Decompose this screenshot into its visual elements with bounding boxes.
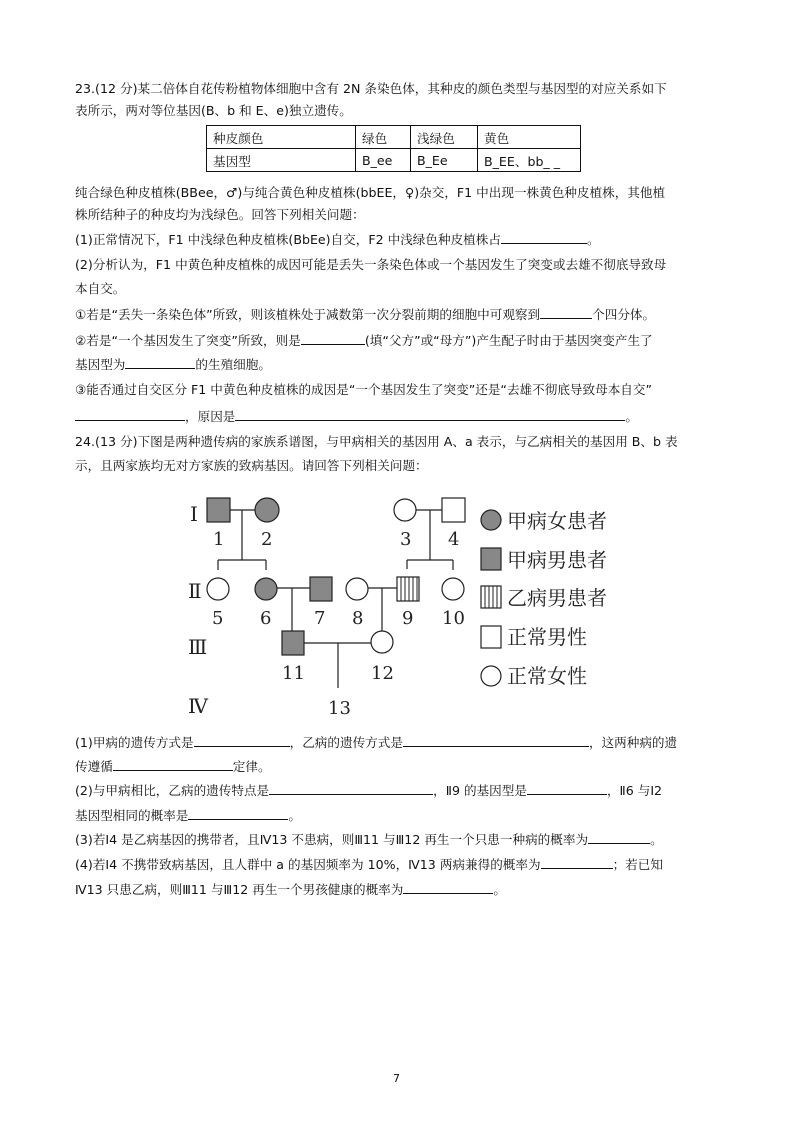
q24-sub4: [75, 855, 725, 874]
q23-sub2a-end: 个四分体。: [592, 307, 656, 322]
q23-sub1-end: 。: [586, 232, 600, 247]
q23-sub2b-end: (填“父方”或“母方”)产生配子时由于基因突变产生了: [364, 333, 653, 348]
q24-sub2: [75, 781, 725, 800]
q24-intro-line1: 24.(13 分)下图是两种遗传病的家族系谱图，与甲病相关的基因用 A、a 表示，与乙病相关的基因用 B、b 表: [75, 434, 678, 449]
answer-blank[interactable]: [75, 407, 185, 421]
answer-blank[interactable]: [501, 230, 587, 244]
legend-label: 甲病男患者: [507, 548, 607, 572]
legend-symbol-normal-male: [481, 626, 501, 648]
table-cell: 种皮颜色: [207, 126, 356, 149]
pedigree-diagram: [180, 488, 630, 720]
q23-sub2b2-text: 基因型为: [75, 357, 126, 372]
legend-symbol-affected-female: [481, 510, 501, 530]
q24-sub2-text: (2)与甲病相比，乙病的遗传特点是: [75, 783, 270, 798]
individual-number: 1: [213, 529, 225, 550]
individual-iii11-affected-male: [282, 631, 304, 655]
q23-sub2b-text: ②若是“一个基因发生了突变”所致，则是: [75, 333, 301, 348]
generation-label: Ⅳ: [188, 694, 208, 718]
individual-number: 7: [314, 608, 326, 629]
q23-sub2-line1: (2)分析认为，F1 中黄色种皮植株的成因可能是丢失一条染色体或一个基因发生了突变或去雄不彻底导致母: [75, 257, 667, 272]
generation-label: Ⅱ: [188, 579, 202, 603]
answer-blank[interactable]: [113, 757, 233, 771]
individual-ii9-disease-b-male: [397, 577, 419, 601]
answer-blank[interactable]: [403, 880, 493, 894]
q23-sub2b-line2: [75, 355, 725, 374]
genotype-table: [206, 125, 581, 172]
individual-i3-normal-female: [394, 499, 416, 521]
legend-label: 正常女性: [507, 664, 587, 688]
q24-sub4-2-end: 。: [493, 882, 506, 897]
table-cell: 黄色: [478, 126, 581, 149]
legend-symbol-normal-female: [481, 666, 501, 686]
pedigree-legend: [481, 509, 607, 688]
individual-number: 8: [352, 608, 364, 629]
individual-ii10-normal-female: [442, 578, 464, 600]
individual-number: 4: [448, 529, 460, 550]
q24-sub3: [75, 830, 725, 849]
generation-label: Ⅰ: [190, 502, 198, 526]
q23-sub1-text: (1)正常情况下，F1 中浅绿色种皮植株(BbEe)自交，F2 中浅绿色种皮植株占: [75, 232, 501, 247]
q23-sub2b2-end: 的生殖细胞。: [195, 357, 271, 372]
q24-sub2-text: ，Ⅱ9 的基因型是: [433, 783, 527, 798]
individual-ii7-affected-male: [310, 577, 332, 601]
individual-number: 12: [371, 663, 394, 684]
q24-intro-line2: 示，且两家族均无对方家族的致病基因。请回答下列相关问题：: [75, 458, 428, 473]
q24-sub2-line2: [75, 806, 725, 825]
legend-label: 甲病女患者: [507, 509, 607, 533]
q24-sub1-text: ，乙病的遗传方式是: [289, 735, 403, 750]
q24-sub4-2-text: Ⅳ13 只患乙病，则Ⅲ11 与Ⅲ12 再生一个男孩健康的概率为: [75, 882, 404, 897]
q23-sub2c-line1: ③能否通过自交区分 F1 中黄色种皮植株的成因是“一个基因发生了突变”还是“去雄不彻底导致母本自交”: [75, 382, 652, 397]
individual-ii8-normal-female: [346, 578, 368, 600]
answer-blank[interactable]: [588, 830, 650, 844]
legend-symbol-affected-male: [481, 548, 501, 570]
individual-number: 11: [282, 663, 305, 684]
generation-label: Ⅲ: [188, 635, 208, 659]
table-cell: 基因型: [207, 149, 356, 172]
table-cell: B_ee: [356, 149, 411, 172]
table-row: [207, 126, 581, 149]
legend-label: 正常男性: [507, 625, 587, 649]
q24-sub1-line2: [75, 757, 725, 776]
individual-i1-affected-male: [207, 498, 230, 522]
q24-sub2-2-end: 。: [288, 808, 301, 823]
q23-paragraph-line2: 株所结种子的种皮均为浅绿色。回答下列相关问题：: [75, 207, 365, 222]
q23-sub2c2-end: 。: [625, 409, 638, 424]
q24-sub2-text: ，Ⅱ6 与Ⅰ2: [606, 783, 663, 798]
individual-number: 13: [328, 698, 351, 719]
individual-ii6-affected-female: [255, 578, 277, 600]
q24-sub1-2-end: 定律。: [232, 759, 271, 774]
q23-sub1: [75, 230, 725, 249]
q24-sub3-text: (3)若Ⅰ4 是乙病基因的携带者，且Ⅳ13 不患病，则Ⅲ11 与Ⅲ12 再生一个只患一种病的概率为: [75, 832, 589, 847]
q24-sub2-2-text: 基因型相同的概率是: [75, 808, 189, 823]
page-number: 7: [393, 1072, 400, 1085]
table-row: [207, 149, 581, 172]
answer-blank[interactable]: [403, 733, 589, 747]
q23-sub2c-line2: [75, 407, 725, 426]
individual-i2-affected-female: [255, 498, 279, 522]
q24-sub1-2-text: 传遵循: [75, 759, 113, 774]
q24-sub1-text: ，这两种病的遗: [588, 735, 678, 750]
individual-number: 3: [400, 529, 412, 550]
q23-sub2-line2: 本自交。: [75, 281, 126, 296]
legend-label: 乙病男患者: [507, 586, 607, 610]
answer-blank[interactable]: [527, 781, 607, 795]
q24-sub1: [75, 733, 725, 752]
q23-paragraph-line1: 纯合绿色种皮植株(BBee，♂)与纯合黄色种皮植株(bbEE，♀)杂交，F1 中出现一株黄色种皮植株，其他植: [75, 185, 666, 200]
answer-blank[interactable]: [188, 806, 288, 820]
q23-sub2a-text: ①若是“丢失一条染色体”所致，则该植株处于减数第一次分裂前期的细胞中可观察到: [75, 307, 541, 322]
legend-symbol-disease-b-male: [481, 586, 501, 608]
answer-blank[interactable]: [235, 407, 625, 421]
answer-blank[interactable]: [194, 733, 290, 747]
individual-iii12-normal-female: [371, 631, 393, 653]
answer-blank[interactable]: [125, 355, 195, 369]
q23-intro-line1: 23.(12 分)某二倍体自花传粉植物体细胞中含有 2N 条染色体，其种皮的颜色类型与基因型的对应关系如下: [75, 81, 667, 96]
table-cell: B_Ee: [411, 149, 478, 172]
q23-sub2b: [75, 331, 725, 350]
table-cell: B_EE、bb_ _: [478, 149, 581, 172]
q24-sub4-line2: [75, 880, 725, 899]
q24-sub1-text: (1)甲病的遗传方式是: [75, 735, 194, 750]
table-cell: 浅绿色: [411, 126, 478, 149]
q23-sub2a: [75, 305, 725, 324]
answer-blank[interactable]: [269, 781, 433, 795]
individual-number: 2: [261, 529, 273, 550]
answer-blank[interactable]: [541, 855, 613, 869]
individual-i4-normal-male: [442, 498, 465, 522]
q23-intro-line2: 表所示，两对等位基因(B、b 和 E、e)独立遗传。: [75, 103, 352, 118]
q24-sub4-text: ；若已知: [612, 857, 663, 872]
answer-blank[interactable]: [301, 331, 365, 345]
table-cell: 绿色: [356, 126, 411, 149]
q24-sub3-end: 。: [650, 832, 663, 847]
individual-number: 10: [442, 608, 465, 629]
individual-number: 9: [402, 608, 414, 629]
individual-ii5-normal-female: [207, 578, 229, 600]
q23-sub2c2-text: ，原因是: [185, 409, 236, 424]
individual-number: 6: [260, 608, 272, 629]
individual-number: 5: [212, 608, 224, 629]
answer-blank[interactable]: [540, 305, 592, 319]
q24-sub4-text: (4)若Ⅰ4 不携带致病基因，且人群中 a 的基因频率为 10%，Ⅳ13 两病兼得的概率为: [75, 857, 541, 872]
